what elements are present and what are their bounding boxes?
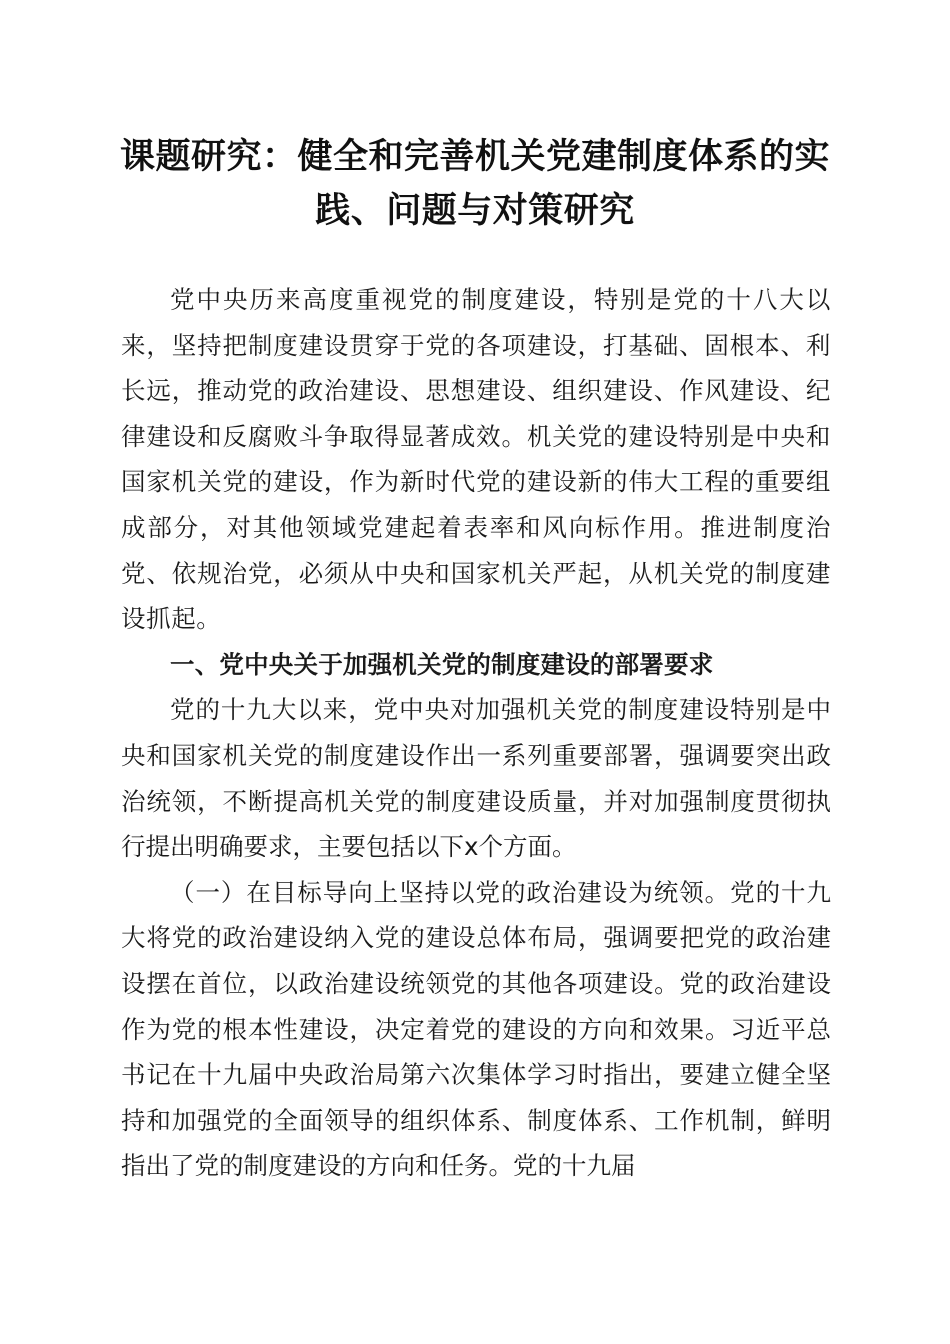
section-1-heading: 一、党中央关于加强机关党的制度建设的部署要求	[170, 649, 714, 679]
section-1-intro-paragraph: 党的十九大以来，党中央对加强机关党的制度建设特别是中央和国家机关党的制度建设作出一系列重要部署，强调要突出政治统领，不断提高机关党的制度建设质量，并对加强制度贯彻执行提出明确要求，主要包括以下x个方面。	[121, 695, 831, 862]
subsection-1-paragraph	[121, 870, 831, 1189]
subsection-1-body: 党的十九大将党的政治建设纳入党的建设总体布局，强调要把党的政治建设摆在首位，以政治建设统领党的其他各项建设。党的政治建设作为党的根本性建设，决定着党的建设的方向和效果。习近平总书记在十九届中央政治局第六次集体学习时指出，要建立健全坚持和加强党的全面领导的组织体系、制度体系、工作机制，鲜明指出了党的制度建设的方向和任务。党的十九届	[121, 877, 832, 1181]
intro-paragraph: 党中央历来高度重视党的制度建设，特别是党的十八大以来，坚持把制度建设贯穿于党的各项建设，打基础、固根本、利长远，推动党的政治建设、思想建设、组织建设、作风建设、纪律建设和反腐败斗争取得显著成效。机关党的建设特别是中央和国家机关党的建设，作为新时代党的建设新的伟大工程的重要组成部分，对其他领域党建起着表率和风向标作用。推进制度治党、依规治党，必须从中央和国家机关严起，从机关党的制度建设抓起。	[121, 285, 831, 634]
document-body	[121, 277, 831, 1189]
subsection-1-heading: （一）在目标导向上坚持以党的政治建设为统领。	[170, 877, 731, 907]
title-line-2: 践、问题与对策研究	[315, 190, 635, 231]
title-line-1: 课题研究：健全和完善机关党建制度体系的实	[119, 136, 830, 177]
document-title	[110, 130, 840, 238]
